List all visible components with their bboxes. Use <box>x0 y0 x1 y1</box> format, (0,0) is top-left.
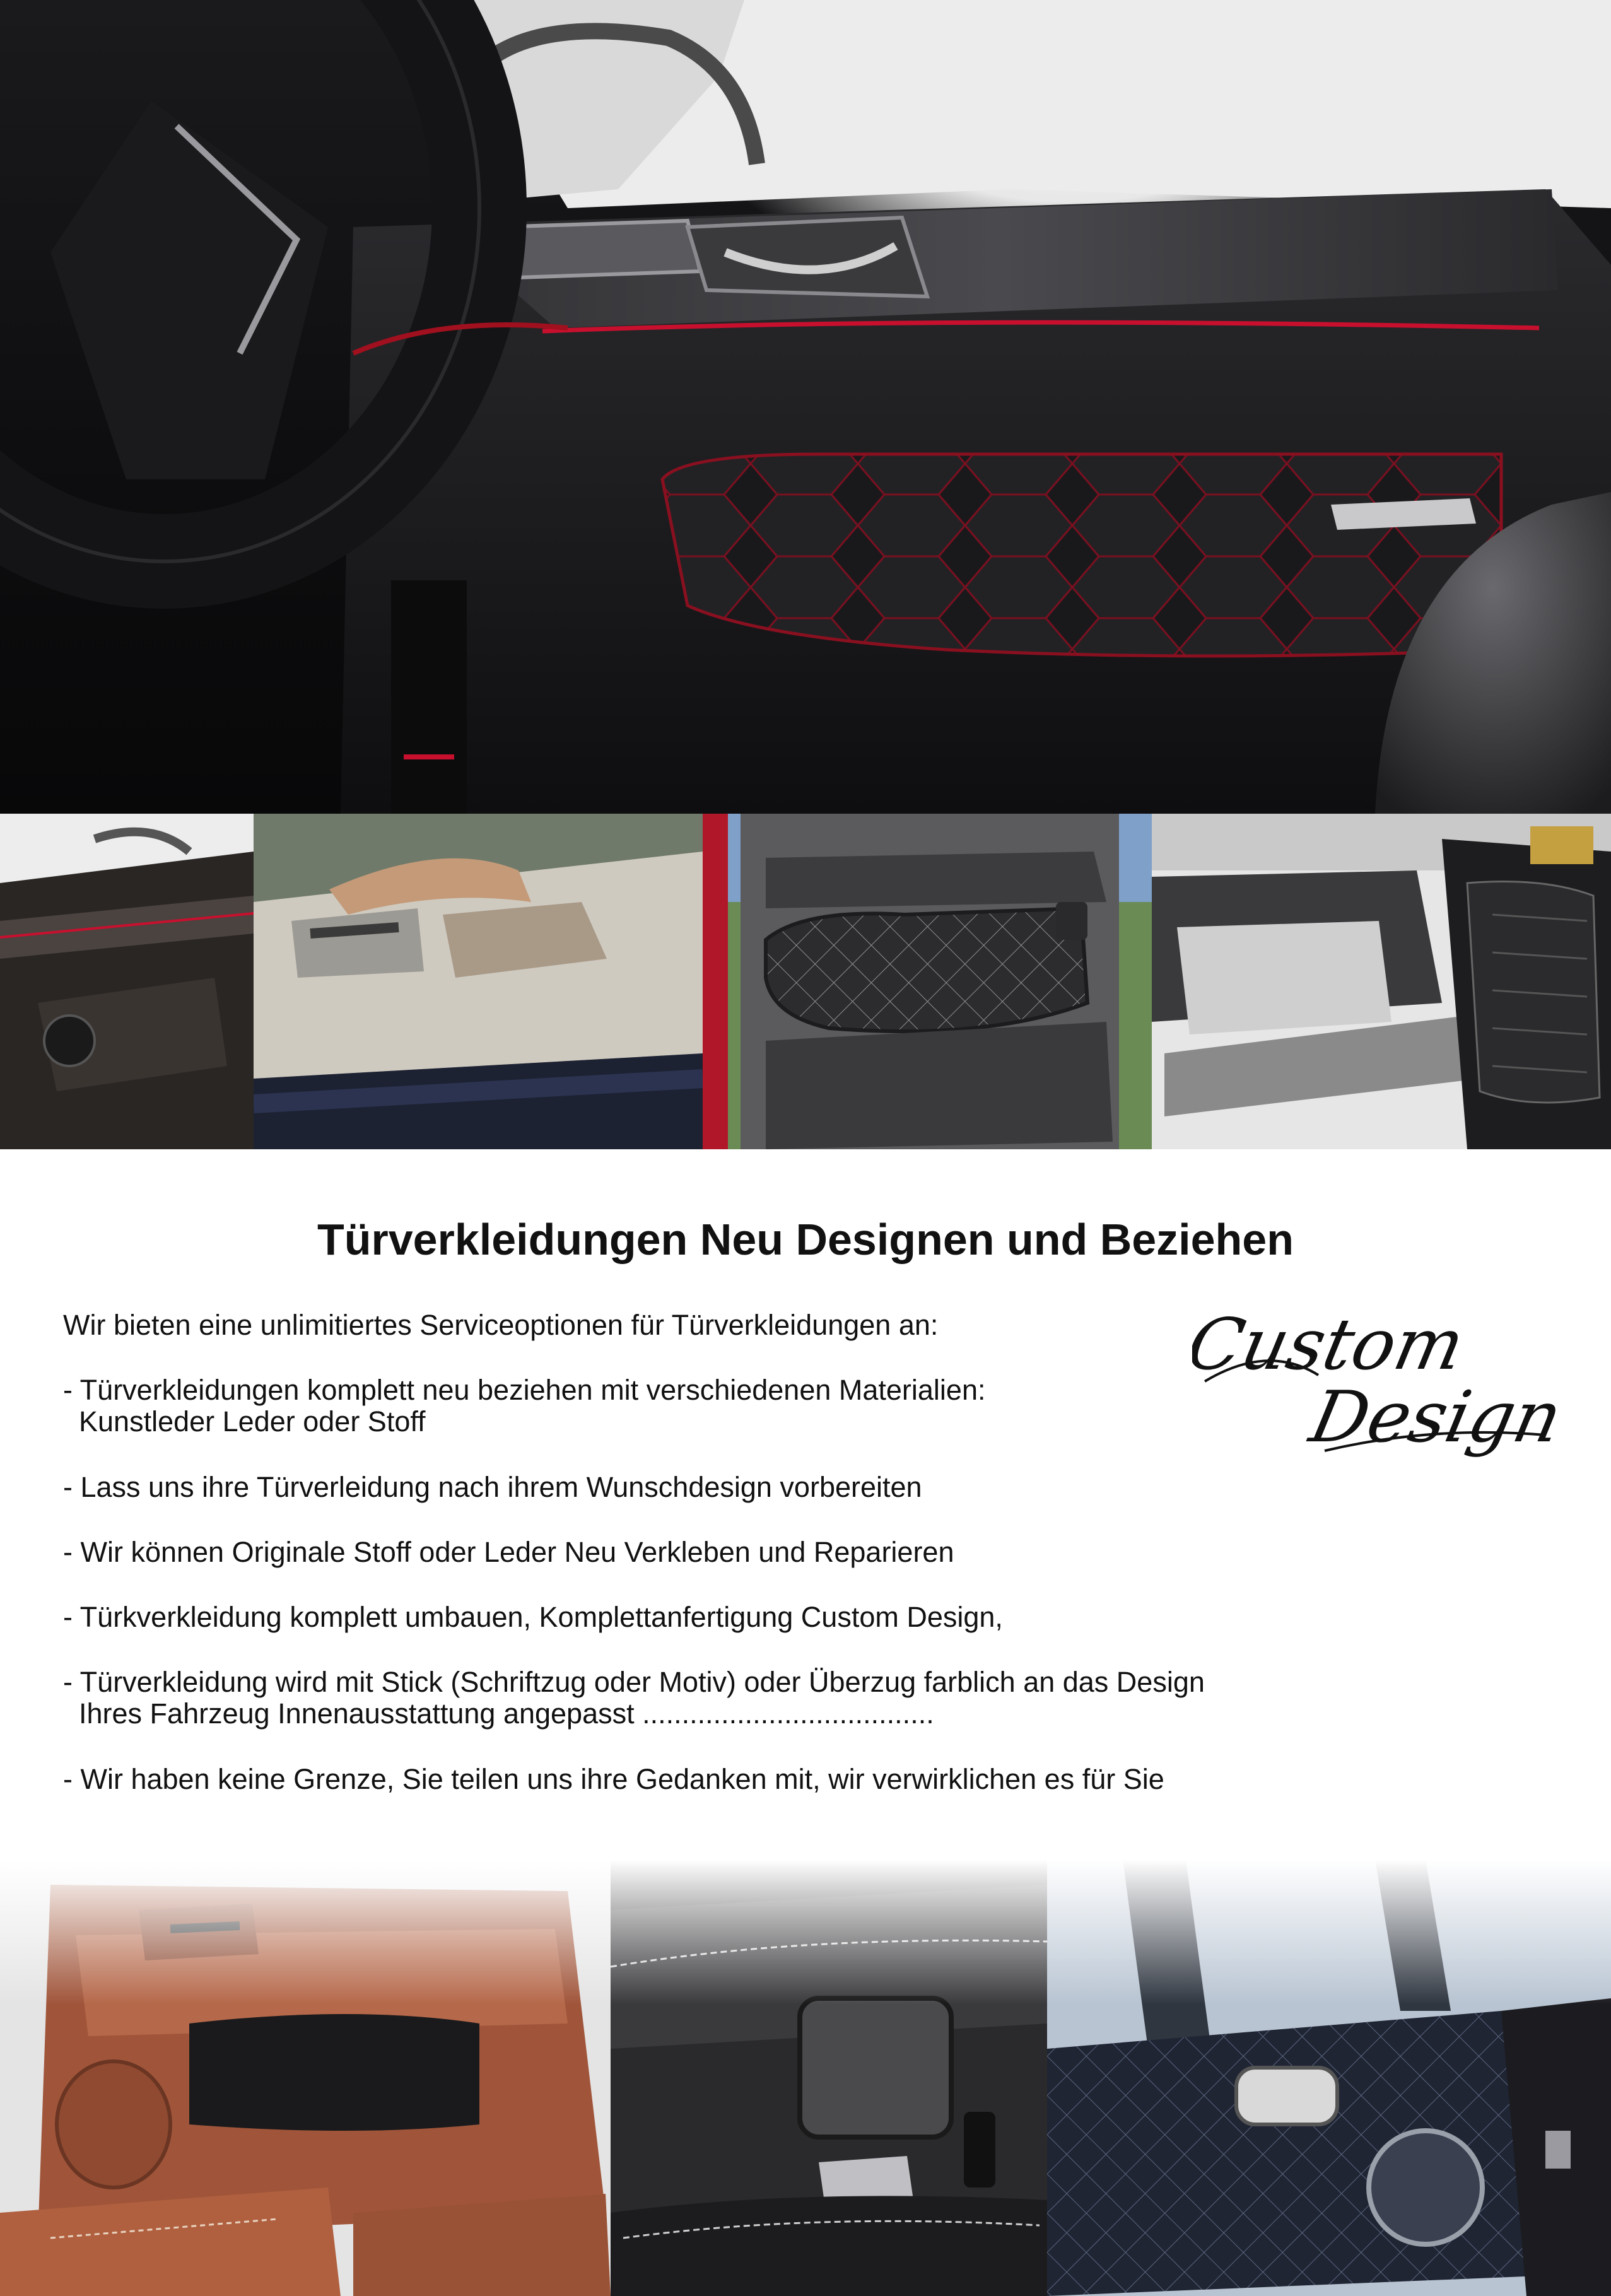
bullet-2: - Lass uns ihre Türverleidung nach ihrem Wunschdesign vorbereiten <box>63 1471 922 1503</box>
intro-text: Wir bieten eine unlimitiertes Serviceoptionen für Türverkleidungen an: <box>63 1309 939 1341</box>
bottom-photo-quilted-navy-door <box>1047 1860 1611 2296</box>
bullet-4: - Türkverkleidung komplett umbauen, Komplettanfertigung Custom Design, <box>63 1601 1003 1633</box>
svg-text:Design: Design <box>1303 1376 1558 1458</box>
bullet-5-line-2: Ihres Fahrzeug Innenausstattung angepasst ..................................... <box>63 1697 934 1730</box>
strip-photo-diamond-stitch-door <box>703 814 1152 1149</box>
bullet-1-line-1: - Türverkleidungen komplett neu beziehen mit verschiedenen Materialien: <box>63 1374 986 1406</box>
strip-photo-alcantara-door <box>0 814 254 1149</box>
bullet-3: - Wir können Originale Stoff oder Leder Neu Verkleben und Reparieren <box>63 1536 954 1568</box>
svg-text:Custom: Custom <box>1192 1303 1472 1386</box>
strip-photo-door-reupholster <box>254 814 703 1149</box>
bottom-photo-brown-leather-door <box>0 1860 611 2296</box>
strip-photo-classic-car-door <box>1152 814 1611 1149</box>
bullet-6: - Wir haben keine Grenze, Sie teilen uns ihre Gedanken mit, wir verwirklichen es für Sie <box>63 1763 1164 1795</box>
page-title: Türverkleidungen Neu Designen und Beziehen <box>317 1215 1294 1264</box>
hero-car-interior-photo <box>0 0 1611 814</box>
bullet-5-line-1: - Türverkleidung wird mit Stick (Schriftzug oder Motiv) oder Überzug farblich an das Design <box>63 1666 1205 1698</box>
bottom-photo-black-leather-door <box>611 1860 1047 2296</box>
bullet-1-line-2: Kunstleder Leder oder Stoff <box>63 1405 426 1438</box>
custom-design-logo <box>1192 1299 1558 1463</box>
